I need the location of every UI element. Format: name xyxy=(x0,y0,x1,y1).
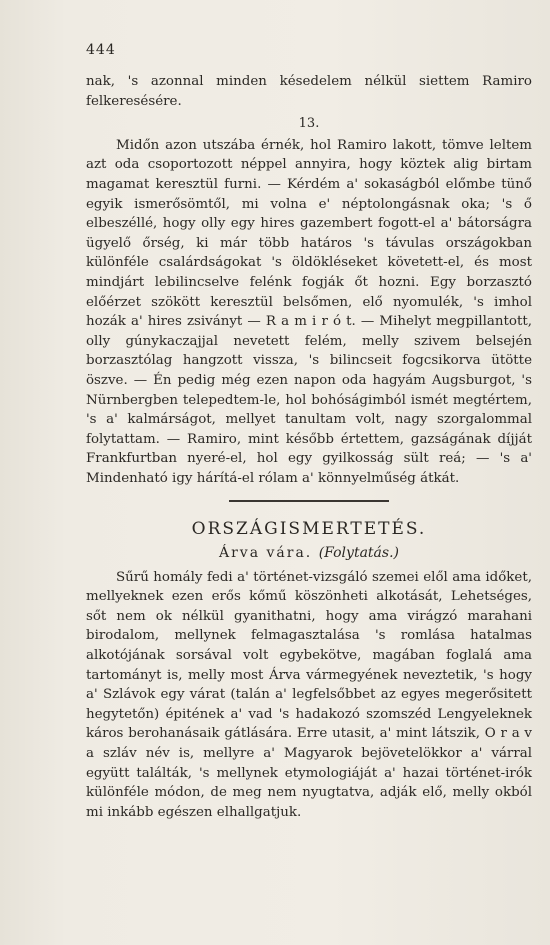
story-paragraph: Midőn azon utszába érnék, hol Ramiro lakott, tömve leltem azt oda csoportozott néppel annyira, hogy köztek alig birtam magamat keresztül furni. — Kérdém a' sokaságból előmbe tünő egyik ismerősömtől, mi volna e' néptolongásnak oka; 's ő elbeszéllé, hogy olly egy hires gazembert fogott-el a' bátorságra ügyelő őrség, ki már több határos 's távulas országokban különféle csalárdságokat 's öldökléseket követett-el, és most mindjárt lebilincselve felénk fogják őt hozni. Egy borzasztó előérzet szökött keresztül belsőmen, elő nyomulék, 's imhol hozák a' hires zsiványt — R a m i r ó t. — Mihelyt megpillantott, olly gúnykaczajjal nevetett felém, melly szivem belsején borzasztólag hangzott vissza, 's bilincseit fogcsikorva ütötte öszve. — Én pedig még ezen napon oda hagyám Augsburgot, 's Nürnbergben telepedtem-le, hol bohóságimból ismét megtértem, 's a' kalmárságot, mellyet tanultam volt, nagy szorgalommal folytattam. — Ramiro, mint később értettem, gazságának díjját Frankfurtban nyeré-el, hol egy gyilkosság sült reá; — 's a' Mindenható igy hárítá-el rólam a' könnyelműség átkát. xyxy=(86,137,532,486)
text-column xyxy=(86,72,532,822)
divider-rule xyxy=(229,500,389,502)
section-number: 13. xyxy=(298,116,320,132)
article-paragraph: Sűrű homály fedi a' történet-vizsgáló szemei elől ama időket, mellyeknek ezen erős kőmű köszönheti alkotását, Lehetséges, sőt nem ok nélkül gyanithatni, hogy ama virágzó marahani birodalom, mellynek felmagasztalása 's romlása hatalmas alkotójának sorsával volt egybekötve, magában foglalá ama tartományt is, melly most Árva vármegyének neveztetik, 's hogy a' Szlávok egy várat (talán a' legfelsőbbet az egyes megerősitett hegytetőn) épitének a' vad 's hadakozó szomszéd Lengyeleknek káros berohanásaik gátlására. Erre utasit, a' mint látszik, O r a v a szláv név is, mellyre a' Magyarok bejövetelökkor a' várral együtt találták, 's mellynek etymologiáját a' hazai történet-irók különféle módon, de meg nem nyugtatva, adják elő, melly okból mi inkább egészen elhallgatjuk. xyxy=(86,569,532,820)
continuation-text: nak, 's azonnal minden késedelem nélkül siettem Ramiro felkeresésére. xyxy=(86,74,532,109)
section-subheading xyxy=(86,544,532,564)
subheading-title: Árva vára. xyxy=(219,545,313,562)
subheading-note: (Folytatás.) xyxy=(318,545,399,562)
section-heading: ORSZÁGISMERTETÉS. xyxy=(191,519,427,540)
page-number: 444 xyxy=(86,42,116,58)
